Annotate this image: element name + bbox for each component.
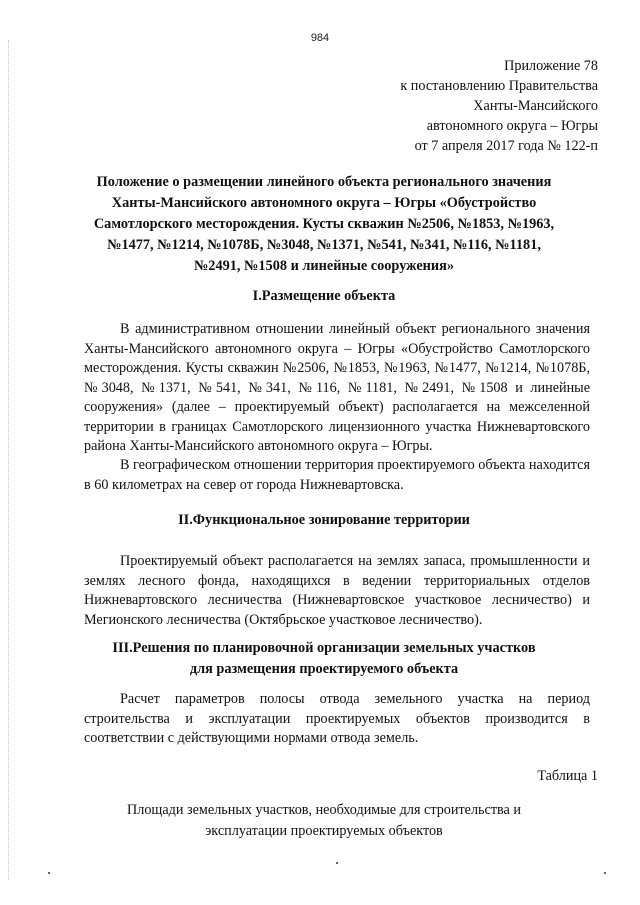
scan-dot (336, 862, 338, 864)
table-caption-line-1: Площади земельных участков, необходимые для строительства и (127, 802, 521, 818)
document-title: Положение о размещении линейного объекта регионального значения Ханты-Мансийского автономного округа – Югры «Обустройство Самотлорского месторождения. Кусты скважин №2506, №1853, №1963, №1477, №1214, №1078Б, №3048, №1371, №541, №341, №116, №1181, №2491, №1508 и линейные сооружения» (93, 174, 555, 274)
scan-dot (48, 872, 50, 874)
section-1-paragraph-2: В географическом отношении территория проектируемого объекта находится в 60 километрах на север от города Нижневартовска. (84, 457, 590, 493)
section-1-paragraph-1: В административном отношении линейный объект регионального значения Ханты-Мансийского автономного округа – Югры «Обустройство Самотлорского месторождения. Кусты скважин №2506, №1853, №1963, №1477, №1214, №1078Б, №3048, №1371, №541, №341, №116, №1181, №2491, №1508 и линейные сооружения» (далее – проектируемый объект) располагается на межселенной территории в границах Самотлорского лицензионного участка Нижневартовского района Ханты-Мансийского автономного округа – Югры. (84, 321, 590, 454)
section-3-heading-line-1: III.Решения по планировочной организации земельных участков (112, 640, 536, 656)
appendix-line-5: от 7 апреля 2017 года № 122-п (414, 138, 598, 154)
page-number: 984 (310, 32, 330, 44)
table-caption-line-2: эксплуатации проектируемых объектов (205, 823, 443, 839)
appendix-line-3: Ханты-Мансийского (473, 98, 598, 114)
table-caption (84, 800, 564, 842)
section-2-heading: II.Функциональное зонирование территории (178, 512, 470, 528)
section-3-heading-line-2: для размещения проектируемого объекта (189, 661, 459, 677)
scan-dot (604, 872, 606, 874)
section-2-paragraph-1: Проектируемый объект располагается на землях запаса, промышленности и землях лесного фонда, находящихся в ведении территориальных отделов Нижневартовского лесничества (Нижневартовское участковое лесничество) и Мегионского лесничества (Октябрьское участковое лесничество). (84, 553, 590, 628)
section-1-heading: I.Размещение объекта (252, 288, 396, 304)
table-label: Таблица 1 (537, 768, 598, 784)
appendix-line-4: автономного округа – Югры (426, 118, 598, 134)
section-3-paragraph-1: Расчет параметров полосы отвода земельного участка на период строительства и эксплуатации проектируемых объектов производится в соответствии с действующими нормами отвода земель. (84, 691, 590, 746)
scan-margin-line (8, 40, 9, 880)
appendix-line-1: Приложение 78 (504, 58, 598, 74)
section-3-heading (84, 638, 564, 680)
appendix-block (400, 56, 598, 156)
appendix-line-2: к постановлению Правительства (400, 78, 598, 94)
